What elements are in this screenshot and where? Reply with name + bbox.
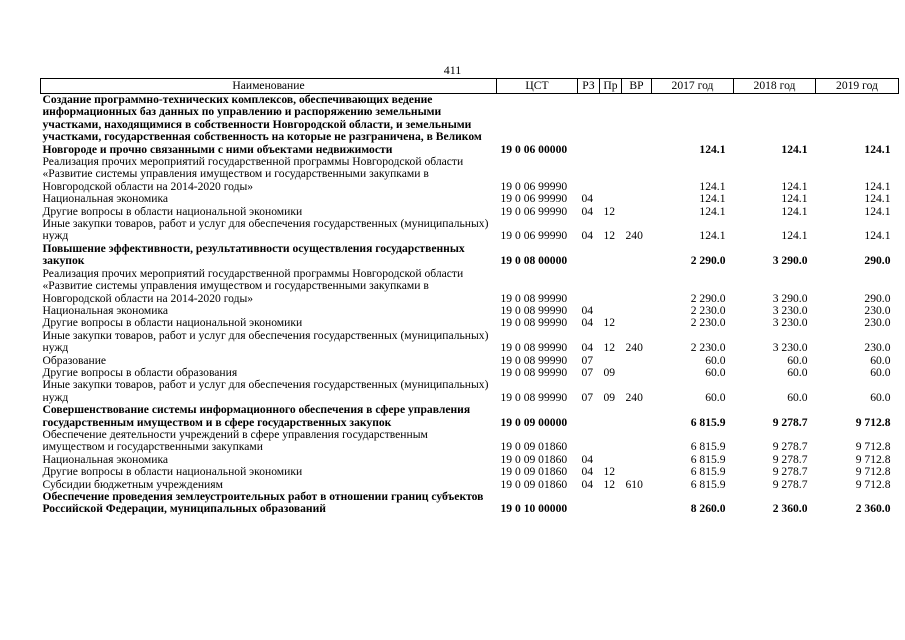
cell-cst: 19 0 09 01860 bbox=[500, 465, 568, 479]
cell-vr bbox=[622, 156, 652, 193]
cell-2018: 60.0 bbox=[787, 353, 808, 367]
cell-cst: 19 0 08 99990 bbox=[500, 341, 568, 355]
table-row bbox=[41, 156, 899, 193]
cell-pr bbox=[600, 156, 622, 193]
table-row bbox=[41, 268, 899, 305]
cell-name: Создание программно-технических комплексов, обеспечивающих ведение информационных баз данных по управлению и распоряжению земельными участками, находящимися в собственности Новгородской области, и земельными участками, государственная собственность на которые не разграничена, в Великом Новгороде и прочно связанными с ними объектами недвижимости bbox=[42, 93, 482, 156]
cell-2017: 6 815.9 bbox=[690, 452, 726, 466]
cell-2017: 6 815.9 bbox=[690, 477, 726, 491]
cell-cst: 19 0 06 00000 bbox=[500, 142, 568, 156]
cell-2017: 2 230.0 bbox=[690, 316, 726, 330]
cell-pr: 12 bbox=[603, 465, 616, 479]
table-row bbox=[41, 466, 899, 478]
cell-2018: 124.1 bbox=[781, 142, 808, 156]
cell-name: Субсидии бюджетным учреждениям bbox=[42, 477, 223, 491]
cell-pr bbox=[600, 243, 622, 268]
budget-table bbox=[40, 78, 899, 516]
cell-vr bbox=[622, 367, 652, 379]
table-header-row bbox=[41, 79, 899, 94]
cell-rz bbox=[578, 491, 600, 516]
cell-rz: 04 bbox=[581, 229, 594, 243]
cell-pr: 09 bbox=[603, 365, 616, 379]
cell-rz bbox=[578, 429, 600, 454]
cell-vr: 610 bbox=[625, 477, 643, 491]
cell-rz bbox=[578, 156, 600, 193]
cell-2017: 6 815.9 bbox=[690, 440, 726, 454]
cell-pr bbox=[600, 404, 622, 429]
cell-rz: 04 bbox=[581, 477, 594, 491]
page-number: 411 bbox=[443, 63, 462, 77]
cell-2019: 124.1 bbox=[864, 179, 891, 193]
cell-2019: 230.0 bbox=[864, 341, 891, 355]
cell-2018: 3 230.0 bbox=[772, 303, 808, 317]
cell-rz: 04 bbox=[581, 303, 594, 317]
cell-name: Национальная экономика bbox=[42, 452, 169, 466]
cell-name: Другие вопросы в области образования bbox=[42, 365, 238, 379]
cell-2017: 60.0 bbox=[705, 353, 726, 367]
cell-2018: 9 278.7 bbox=[772, 477, 808, 491]
cell-vr bbox=[622, 317, 652, 329]
table-row bbox=[41, 218, 899, 243]
header-pr: Пр bbox=[600, 79, 622, 94]
cell-vr bbox=[622, 268, 652, 305]
cell-2017: 6 815.9 bbox=[690, 415, 726, 429]
cell-2018: 3 230.0 bbox=[772, 316, 808, 330]
cell-2017: 124.1 bbox=[699, 179, 726, 193]
cell-pr: 12 bbox=[603, 229, 616, 243]
cell-pr: 12 bbox=[603, 341, 616, 355]
cell-2019: 124.1 bbox=[864, 142, 891, 156]
cell-2019: 60.0 bbox=[870, 365, 891, 379]
table-row bbox=[41, 491, 899, 516]
cell-2019: 9 712.8 bbox=[855, 465, 891, 479]
cell-vr bbox=[622, 94, 652, 157]
table-row bbox=[41, 193, 899, 205]
cell-cst: 19 0 10 00000 bbox=[500, 502, 568, 516]
cell-2019: 9 712.8 bbox=[855, 440, 891, 454]
cell-name: Другие вопросы в области национальной экономики bbox=[42, 465, 303, 479]
cell-2017: 124.1 bbox=[699, 192, 726, 206]
cell-2018: 9 278.7 bbox=[772, 440, 808, 454]
cell-2018: 3 290.0 bbox=[772, 254, 808, 268]
cell-2017: 2 290.0 bbox=[690, 291, 726, 305]
cell-2019: 60.0 bbox=[870, 390, 891, 404]
header-rz: РЗ bbox=[578, 79, 600, 94]
cell-cst: 19 0 06 99990 bbox=[500, 192, 568, 206]
cell-cst: 19 0 08 99990 bbox=[500, 316, 568, 330]
cell-rz bbox=[578, 268, 600, 305]
cell-2018: 9 278.7 bbox=[772, 415, 808, 429]
cell-cst: 19 0 09 01860 bbox=[500, 477, 568, 491]
cell-rz: 04 bbox=[581, 192, 594, 206]
cell-cst: 19 0 06 99990 bbox=[500, 229, 568, 243]
cell-rz bbox=[578, 243, 600, 268]
cell-vr bbox=[622, 243, 652, 268]
cell-name: Образование bbox=[42, 353, 107, 367]
cell-cst: 19 0 09 01860 bbox=[500, 440, 568, 454]
cell-vr bbox=[622, 466, 652, 478]
cell-pr bbox=[600, 268, 622, 305]
cell-cst: 19 0 08 99990 bbox=[500, 291, 568, 305]
cell-rz: 07 bbox=[581, 365, 594, 379]
cell-2018: 124.1 bbox=[781, 204, 808, 218]
cell-2018: 124.1 bbox=[781, 192, 808, 206]
cell-2017: 6 815.9 bbox=[690, 465, 726, 479]
cell-2019: 230.0 bbox=[864, 303, 891, 317]
cell-cst: 19 0 08 99990 bbox=[500, 365, 568, 379]
cell-rz: 07 bbox=[581, 390, 594, 404]
cell-vr bbox=[622, 454, 652, 466]
cell-rz: 07 bbox=[581, 353, 594, 367]
cell-2017: 2 290.0 bbox=[690, 254, 726, 268]
cell-vr: 240 bbox=[625, 341, 643, 355]
cell-2019: 290.0 bbox=[864, 291, 891, 305]
cell-2017: 124.1 bbox=[699, 142, 726, 156]
cell-2019: 9 712.8 bbox=[855, 415, 891, 429]
cell-pr bbox=[600, 429, 622, 454]
cell-pr bbox=[600, 94, 622, 157]
cell-vr bbox=[622, 429, 652, 454]
cell-name: Повышение эффективности, результативности осуществления государственных закупок bbox=[42, 241, 465, 268]
cell-cst: 19 0 06 99990 bbox=[500, 204, 568, 218]
header-2019: 2019 год bbox=[816, 79, 899, 94]
cell-rz: 04 bbox=[581, 341, 594, 355]
table-row bbox=[41, 429, 899, 454]
table-row bbox=[41, 317, 899, 329]
cell-2019: 290.0 bbox=[864, 254, 891, 268]
cell-2019: 60.0 bbox=[870, 353, 891, 367]
cell-name: Другие вопросы в области национальной экономики bbox=[42, 204, 303, 218]
cell-2017: 2 230.0 bbox=[690, 341, 726, 355]
cell-name: Иные закупки товаров, работ и услуг для обеспечения государственных (муниципальных) нужд bbox=[42, 378, 489, 404]
cell-name: Реализация прочих мероприятий государственной программы Новгородской области «Развитие системы управления имуществом и государственными закупками в Новгородской области на 2014-2020 годы» bbox=[42, 266, 464, 305]
cell-name: Реализация прочих мероприятий государственной программы Новгородской области «Развитие системы управления имуществом и государственными закупками в Новгородской области на 2014-2020 годы» bbox=[42, 155, 464, 193]
table-row bbox=[41, 243, 899, 268]
cell-cst: 19 0 08 99990 bbox=[500, 390, 568, 404]
cell-name: Иные закупки товаров, работ и услуг для обеспечения государственных (муниципальных) нужд bbox=[42, 328, 489, 355]
cell-cst: 19 0 08 99990 bbox=[500, 353, 568, 367]
cell-vr bbox=[622, 193, 652, 205]
table-body bbox=[41, 94, 899, 516]
cell-cst: 19 0 06 99990 bbox=[500, 179, 568, 193]
header-name: Наименование bbox=[41, 79, 497, 94]
cell-cst: 19 0 09 01860 bbox=[500, 452, 568, 466]
cell-2019: 9 712.8 bbox=[855, 452, 891, 466]
cell-cst: 19 0 09 00000 bbox=[500, 415, 568, 429]
cell-rz: 04 bbox=[581, 316, 594, 330]
cell-2018: 3 230.0 bbox=[772, 341, 808, 355]
cell-rz bbox=[578, 404, 600, 429]
cell-2019: 2 360.0 bbox=[855, 502, 891, 516]
cell-rz: 04 bbox=[581, 452, 594, 466]
cell-name: Обеспечение проведения землеустроительных работ в отношении границ субъектов Российской Федерации, муниципальных образований bbox=[42, 490, 484, 516]
cell-vr bbox=[622, 355, 652, 367]
cell-2017: 124.1 bbox=[699, 229, 726, 243]
cell-name: Совершенствование системы информационного обеспечения в сфере управления государственным имуществом и в сфере государственных закупок bbox=[42, 403, 471, 429]
cell-pr bbox=[600, 193, 622, 205]
cell-2018: 124.1 bbox=[781, 179, 808, 193]
cell-name: Другие вопросы в области национальной экономики bbox=[42, 316, 303, 330]
cell-rz bbox=[578, 94, 600, 157]
cell-pr: 09 bbox=[603, 390, 616, 404]
cell-name: Национальная экономика bbox=[42, 192, 169, 206]
cell-vr: 240 bbox=[625, 229, 643, 243]
cell-2018: 60.0 bbox=[787, 365, 808, 379]
header-2018: 2018 год bbox=[734, 79, 816, 94]
cell-2018: 3 290.0 bbox=[772, 291, 808, 305]
cell-2017: 124.1 bbox=[699, 204, 726, 218]
cell-2019: 9 712.8 bbox=[855, 477, 891, 491]
cell-vr bbox=[622, 491, 652, 516]
cell-2018: 9 278.7 bbox=[772, 452, 808, 466]
cell-2019: 124.1 bbox=[864, 229, 891, 243]
table-row bbox=[41, 379, 899, 404]
cell-2019: 124.1 bbox=[864, 204, 891, 218]
cell-cst: 19 0 08 99990 bbox=[500, 303, 568, 317]
cell-rz: 04 bbox=[581, 465, 594, 479]
cell-2019: 124.1 bbox=[864, 192, 891, 206]
cell-vr bbox=[622, 206, 652, 218]
cell-pr: 12 bbox=[603, 316, 616, 330]
cell-2017: 2 230.0 bbox=[690, 303, 726, 317]
cell-2018: 60.0 bbox=[787, 390, 808, 404]
cell-2017: 8 260.0 bbox=[690, 502, 726, 516]
cell-pr: 12 bbox=[603, 477, 616, 491]
cell-cst: 19 0 08 00000 bbox=[500, 254, 568, 268]
header-cst: ЦСТ bbox=[497, 79, 578, 94]
cell-vr: 240 bbox=[625, 390, 643, 404]
cell-rz: 04 bbox=[581, 204, 594, 218]
cell-vr bbox=[622, 404, 652, 429]
cell-pr: 12 bbox=[603, 204, 616, 218]
cell-pr bbox=[600, 491, 622, 516]
cell-2018: 124.1 bbox=[781, 229, 808, 243]
cell-2018: 2 360.0 bbox=[772, 502, 808, 516]
cell-vr bbox=[622, 305, 652, 317]
cell-2018: 9 278.7 bbox=[772, 465, 808, 479]
table-row bbox=[41, 94, 899, 157]
header-vr: ВР bbox=[622, 79, 652, 94]
header-2017: 2017 год bbox=[652, 79, 734, 94]
cell-2017: 60.0 bbox=[705, 390, 726, 404]
cell-name: Иные закупки товаров, работ и услуг для обеспечения государственных (муниципальных) нужд bbox=[42, 217, 489, 243]
cell-name: Обеспечение деятельности учреждений в сфере управления государственным имуществом и государственными закупками bbox=[42, 427, 428, 454]
cell-2017: 60.0 bbox=[705, 365, 726, 379]
table-row bbox=[41, 404, 899, 429]
cell-name: Национальная экономика bbox=[42, 303, 169, 317]
table-row bbox=[41, 330, 899, 355]
cell-2019: 230.0 bbox=[864, 316, 891, 330]
